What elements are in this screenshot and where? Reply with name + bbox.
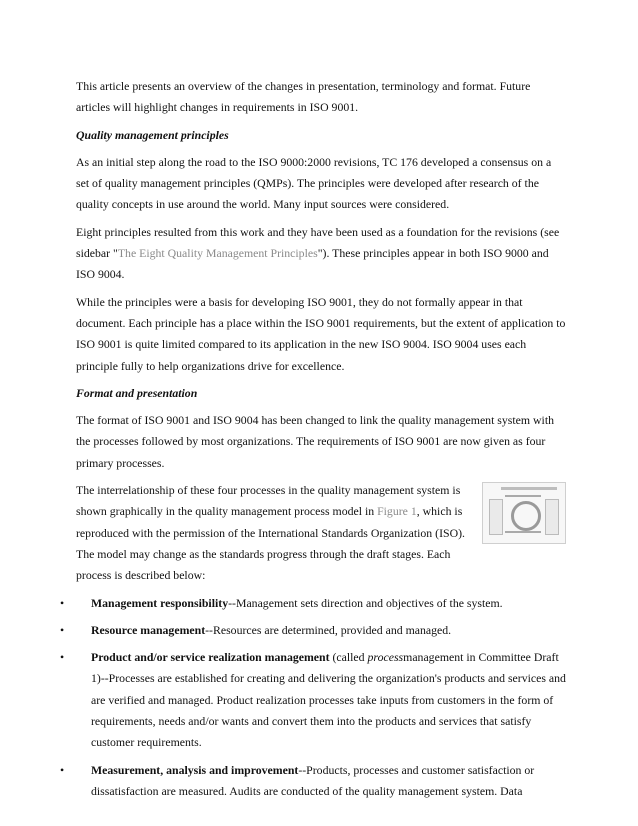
thumbnail-top-arrow bbox=[505, 495, 541, 497]
bullet-icon: • bbox=[60, 762, 65, 777]
thumbnail-customer-right bbox=[545, 499, 559, 535]
thumbnail-title-bar bbox=[501, 487, 557, 490]
list-item-term: Product and/or service realization management bbox=[91, 650, 330, 665]
list-item bbox=[60, 593, 566, 614]
format-paragraph-2-text-b: , which is reproduced with the permission of the International Standards Organization (ISO). The model may change as the standards progress through the draft stages. Each process is described below: bbox=[76, 504, 465, 583]
intro-paragraph: This article presents an overview of the changes in presentation, terminology and format. Future articles will highlight changes in requirements in ISO 9001. bbox=[76, 79, 531, 115]
heading-quality-management-principles: Quality management principles bbox=[76, 127, 229, 142]
qmp-paragraph-2-text-b: "). These principles appear in both ISO 9000 and ISO 9004. bbox=[76, 246, 549, 282]
heading-format-and-presentation: Format and presentation bbox=[76, 385, 198, 400]
qmp-paragraph-3: While the principles were a basis for developing ISO 9001, they do not formally appear in that document. Each principle has a place within the ISO 9001 requirements, but the extent of application to ISO 9001 is quite limited compared to its application in the new ISO 9004. ISO 9004 uses each principle fully to help organizations drive for excellence. bbox=[76, 294, 566, 373]
qmp-paragraph-2-text-a: Eight principles resulted from this work and they have been used as a foundation for the revisions (see sidebar " bbox=[76, 224, 560, 261]
article-body bbox=[60, 76, 566, 808]
list-item-text-b: management in Committee Draft 1)--Processes are established for creating and delivering the organization's products and services and are verified and managed. Product realization processes take inputs from customers in the form of requirements, needs and/or wants and convert them into the products and services that satisfy customer requirements. bbox=[91, 650, 566, 750]
format-paragraph-2 bbox=[76, 480, 481, 586]
list-item-term: Management responsibility bbox=[91, 595, 229, 610]
figure-block bbox=[76, 480, 566, 586]
sidebar-link-eight-principles[interactable]: The Eight Quality Management Principles bbox=[117, 246, 318, 261]
thumbnail-process-loop bbox=[511, 501, 541, 531]
list-item-term: Resource management bbox=[91, 622, 206, 637]
list-item-term: Measurement, analysis and improvement bbox=[91, 762, 299, 777]
list-item-text: --Management sets direction and objectives of the system. bbox=[228, 595, 503, 610]
bullet-icon: • bbox=[60, 650, 65, 665]
format-paragraph-1: The format of ISO 9001 and ISO 9004 has been changed to link the quality management system with the processes followed by most organizations. The requirements of ISO 9001 are now given as four primary processes. bbox=[76, 413, 554, 470]
list-item bbox=[60, 760, 566, 803]
figure-1-link[interactable]: Figure 1 bbox=[377, 504, 417, 519]
process-list bbox=[60, 593, 566, 803]
list-item-emphasis: process bbox=[367, 650, 404, 665]
list-item bbox=[60, 620, 566, 641]
list-item bbox=[60, 647, 566, 753]
list-item-text: --Resources are determined, provided and managed. bbox=[205, 622, 452, 637]
list-item-text: --Products, processes and customer satisfaction or dissatisfaction are measured. Audits are conducted of the quality management system. Data bbox=[91, 762, 535, 798]
qmp-paragraph-1: As an initial step along the road to the ISO 9000:2000 revisions, TC 176 developed a consensus on a set of quality management principles (QMPs). The principles were developed after research of the quality concepts in use around the world. Many input sources were considered. bbox=[76, 154, 552, 212]
qmp-paragraph-2 bbox=[76, 222, 566, 286]
bullet-icon: • bbox=[60, 622, 65, 637]
list-item-text-a: (called bbox=[329, 650, 368, 665]
thumbnail-bottom-arrow bbox=[505, 531, 541, 533]
format-paragraph-2-text-a: The interrelationship of these four processes in the quality management system is shown graphically in the quality management process model in bbox=[76, 483, 461, 519]
bullet-icon: • bbox=[60, 595, 65, 610]
process-model-thumbnail[interactable] bbox=[482, 482, 566, 544]
thumbnail-customer-left bbox=[489, 499, 503, 535]
